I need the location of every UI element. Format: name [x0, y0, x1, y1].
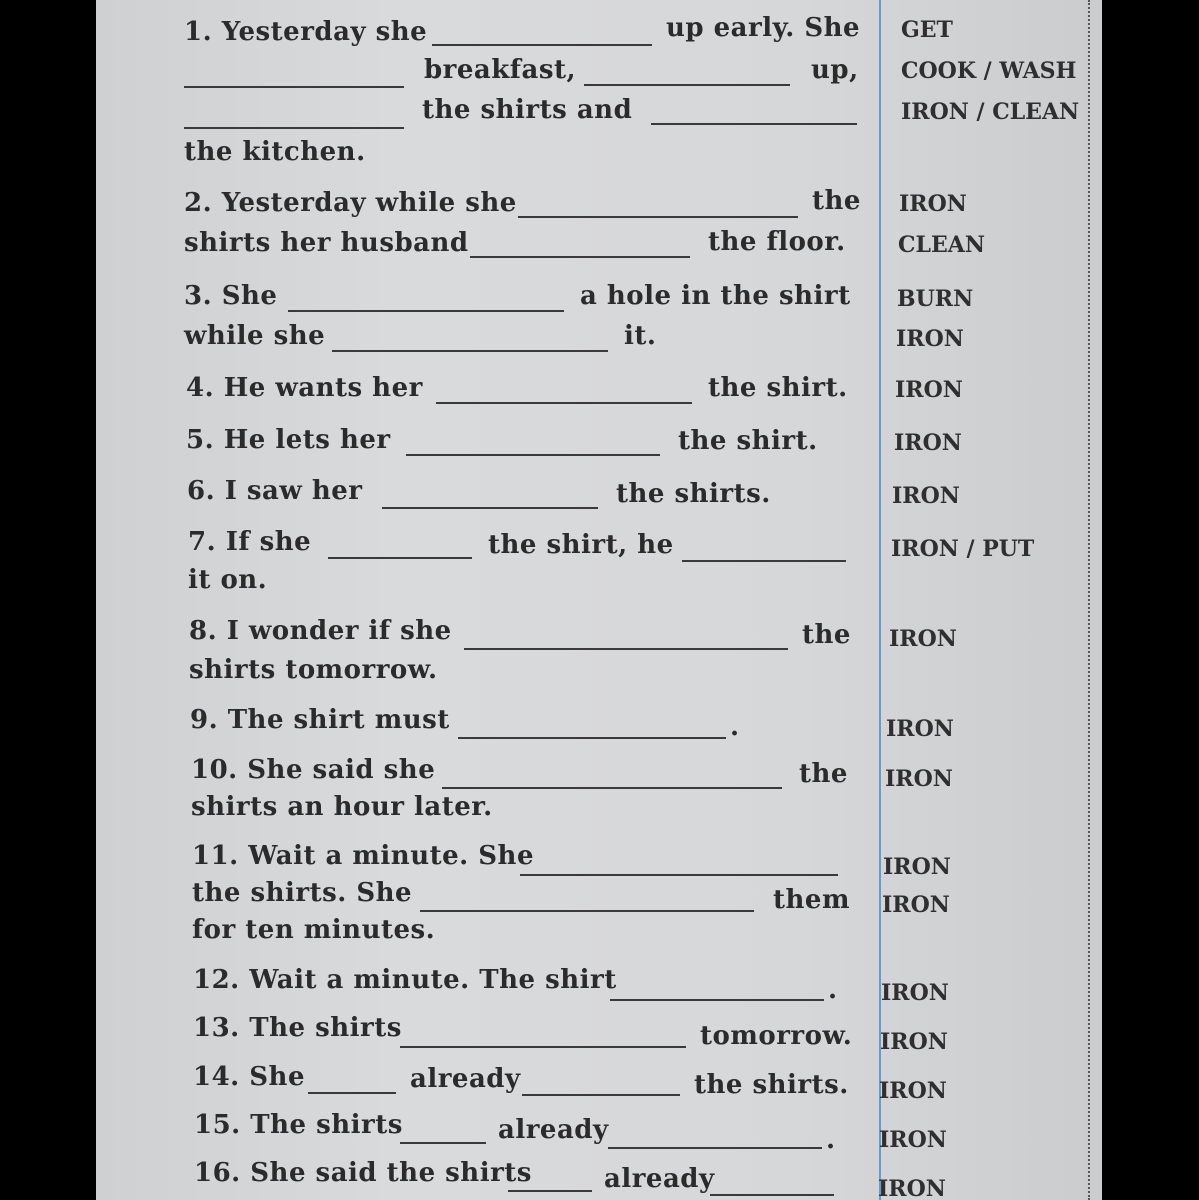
- exercise-text: the shirts.: [616, 479, 771, 509]
- verb-hint: IRON: [879, 1127, 947, 1153]
- column-divider: [879, 0, 881, 1200]
- exercise-text: the shirts. She: [192, 878, 413, 908]
- verb-hint: IRON: [880, 1029, 948, 1055]
- answer-blank[interactable]: [332, 350, 608, 352]
- answer-blank[interactable]: [522, 1094, 680, 1096]
- exercise-text: 2. Yesterday while she: [184, 188, 517, 218]
- verb-hint: IRON: [883, 854, 951, 880]
- answer-blank[interactable]: [436, 402, 692, 404]
- exercise-text: 9. The shirt must: [190, 705, 450, 735]
- answer-blank[interactable]: [184, 127, 404, 129]
- exercise-text: the shirt.: [708, 373, 848, 403]
- exercise-text: 16. She said the shirts: [194, 1158, 532, 1188]
- exercise-text: already: [604, 1164, 715, 1194]
- exercise-text: 7. If she: [188, 527, 312, 557]
- verb-hint: IRON: [882, 892, 950, 918]
- verb-hint: IRON: [899, 191, 967, 217]
- exercise-text: the: [812, 186, 861, 216]
- exercise-text: already: [410, 1064, 521, 1094]
- answer-blank[interactable]: [584, 84, 790, 86]
- exercise-text: it.: [624, 321, 657, 351]
- exercise-text: the: [802, 620, 851, 650]
- answer-blank[interactable]: [710, 1194, 834, 1196]
- verb-hint: CLEAN: [898, 232, 985, 258]
- exercise-text: the kitchen.: [184, 137, 366, 167]
- answer-blank[interactable]: [420, 910, 754, 912]
- answer-blank[interactable]: [288, 310, 564, 312]
- verb-hint: IRON / CLEAN: [901, 99, 1080, 125]
- verb-hint: GET: [901, 17, 953, 43]
- verb-hint: IRON: [896, 326, 964, 352]
- exercise-text: 14. She: [193, 1062, 306, 1092]
- exercise-text: the shirt.: [678, 426, 818, 456]
- answer-blank[interactable]: [518, 216, 798, 218]
- worksheet-page: [96, 0, 1102, 1200]
- answer-blank[interactable]: [470, 256, 690, 258]
- verb-hint: IRON: [879, 1078, 947, 1104]
- verb-hint: BURN: [897, 286, 974, 312]
- answer-blank[interactable]: [400, 1142, 486, 1144]
- exercise-text: shirts tomorrow.: [189, 655, 438, 685]
- answer-blank[interactable]: [608, 1147, 822, 1149]
- exercise-text: the: [799, 759, 848, 789]
- verb-hint: IRON: [889, 626, 957, 652]
- exercise-text: it on.: [188, 565, 268, 595]
- verb-hint: IRON: [881, 980, 949, 1006]
- exercise-text: 6. I saw her: [187, 476, 363, 506]
- answer-blank[interactable]: [520, 874, 838, 876]
- exercise-text: .: [826, 1125, 836, 1155]
- exercise-text: 4. He wants her: [186, 373, 423, 403]
- exercise-text: the shirts and: [422, 95, 633, 125]
- exercise-text: while she: [184, 321, 326, 351]
- verb-hint: IRON: [895, 377, 963, 403]
- answer-blank[interactable]: [406, 454, 660, 456]
- answer-blank[interactable]: [508, 1190, 592, 1192]
- answer-blank[interactable]: [682, 560, 846, 562]
- exercise-text: the shirts.: [694, 1070, 849, 1100]
- exercise-text: 3. She: [184, 281, 278, 311]
- exercise-text: the floor.: [708, 227, 846, 257]
- answer-blank[interactable]: [184, 86, 404, 88]
- exercise-text: them: [773, 885, 850, 915]
- verb-hint: IRON: [892, 483, 960, 509]
- exercise-text: 5. He lets her: [186, 425, 391, 455]
- exercise-text: the shirt, he: [488, 530, 674, 560]
- verb-hint: COOK / WASH: [901, 58, 1077, 84]
- exercise-text: shirts an hour later.: [191, 792, 493, 822]
- answer-blank[interactable]: [400, 1046, 686, 1048]
- answer-blank[interactable]: [651, 123, 857, 125]
- exercise-text: 13. The shirts: [193, 1013, 402, 1043]
- exercise-text: 11. Wait a minute. She: [192, 841, 534, 871]
- exercise-text: tomorrow.: [700, 1021, 853, 1051]
- exercise-text: shirts her husband: [184, 228, 469, 258]
- verb-hint: IRON: [885, 766, 953, 792]
- verb-hint: IRON: [878, 1176, 946, 1200]
- answer-blank[interactable]: [382, 507, 598, 509]
- verb-hint: IRON / PUT: [891, 536, 1035, 562]
- answer-blank[interactable]: [458, 737, 726, 739]
- exercise-text: breakfast,: [424, 55, 577, 85]
- answer-blank[interactable]: [432, 44, 652, 46]
- exercise-text: 8. I wonder if she: [189, 616, 452, 646]
- answer-blank[interactable]: [464, 648, 788, 650]
- exercise-text: 12. Wait a minute. The shirt: [193, 965, 617, 995]
- exercise-text: .: [828, 975, 838, 1005]
- exercise-text: up,: [811, 55, 859, 85]
- cut-line: [1088, 0, 1090, 1200]
- exercise-text: already: [498, 1115, 609, 1145]
- verb-hint: IRON: [894, 430, 962, 456]
- verb-hint: IRON: [886, 716, 954, 742]
- exercise-text: .: [730, 712, 740, 742]
- exercise-text: 10. She said she: [191, 755, 436, 785]
- answer-blank[interactable]: [308, 1092, 396, 1094]
- exercise-text: 15. The shirts: [194, 1110, 403, 1140]
- exercise-text: 1. Yesterday she: [184, 17, 428, 47]
- answer-blank[interactable]: [442, 787, 782, 789]
- exercise-text: up early. She: [666, 13, 861, 43]
- answer-blank[interactable]: [610, 999, 824, 1001]
- exercise-text: for ten minutes.: [192, 915, 436, 945]
- answer-blank[interactable]: [328, 557, 472, 559]
- exercise-text: a hole in the shirt: [580, 281, 851, 311]
